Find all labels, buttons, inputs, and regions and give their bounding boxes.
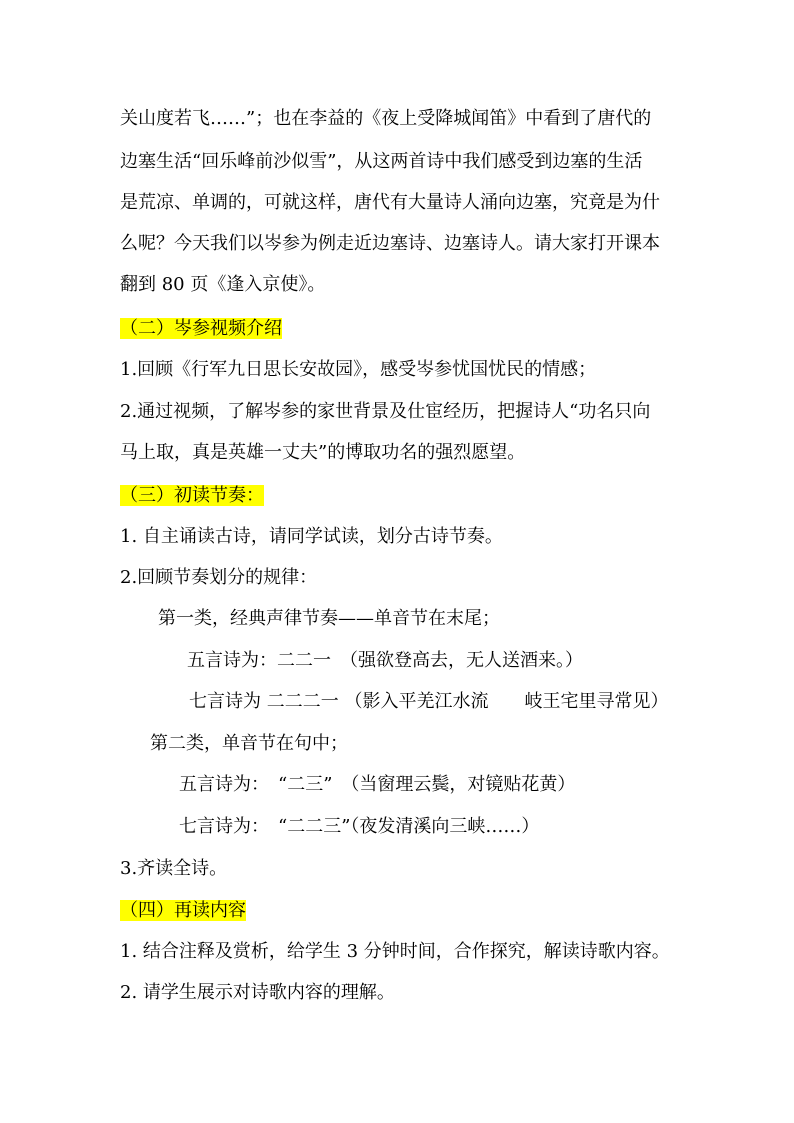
intro-line-4: 么呢？今天我们以岑参为例走近边塞诗、边塞诗人。请大家打开课本	[120, 233, 660, 254]
section-heading-3	[120, 484, 264, 508]
section2-item-1: 1.回顾《行军九日思长安故园》，感受岑参忧国忧民的情感；	[120, 359, 597, 380]
section3-item-1: 1. 自主诵读古诗，请同学试读，划分古诗节奏。	[120, 526, 503, 547]
rhythm-type-1-five: 五言诗为：二二一 （强欲登高去，无人送酒来。）	[187, 650, 583, 671]
section-heading-2	[120, 317, 282, 341]
section4-item-1: 1. 结合注释及赏析，给学生 3 分钟时间，合作探究，解读诗歌内容。	[120, 941, 670, 962]
section2-item-2-line-2: 马上取，真是英雄一丈夫”的博取功名的强烈愿望。	[120, 442, 526, 463]
rhythm-type-1: 第一类，经典声律节奏——单音节在末尾；	[158, 608, 500, 629]
section2-item-2-line-1: 2.通过视频，了解岑参的家世背景及仕宦经历，把握诗人“功名只向	[120, 401, 651, 422]
rhythm-type-2-five: 五言诗为： “二三” （当窗理云鬓，对镜贴花黄）	[179, 774, 576, 795]
section-heading-4	[120, 899, 246, 923]
intro-line-1: 关山度若飞……”；也在李益的《夜上受降城闻笛》中看到了唐代的	[120, 108, 652, 129]
section-heading-2-text: （二）岑参视频介绍	[120, 318, 282, 339]
intro-line-5: 翻到 80 页《逢入京使》。	[120, 274, 326, 295]
section4-item-2: 2. 请学生展示对诗歌内容的理解。	[120, 982, 395, 1003]
intro-line-3: 是荒凉、单调的，可就这样，唐代有大量诗人涌向边塞，究竟是为什	[120, 192, 660, 213]
intro-line-2: 边塞生活“回乐峰前沙似雪”，从这两首诗中我们感受到边塞的生活	[120, 151, 643, 172]
section-heading-3-text: （三）初读节奏：	[120, 485, 264, 506]
rhythm-type-2-seven: 七言诗为： “二二三”（夜发清溪向三峡……）	[179, 816, 540, 837]
section-heading-4-text: （四）再读内容	[120, 900, 246, 921]
section3-item-3: 3.齐读全诗。	[120, 858, 228, 879]
rhythm-type-1-seven: 七言诗为 二二二一 （影入平羌江水流 岐王宅里寻常见）	[189, 691, 669, 712]
rhythm-type-2: 第二类，单音节在句中；	[150, 733, 348, 754]
section3-item-2: 2.回顾节奏划分的规律：	[120, 567, 318, 588]
